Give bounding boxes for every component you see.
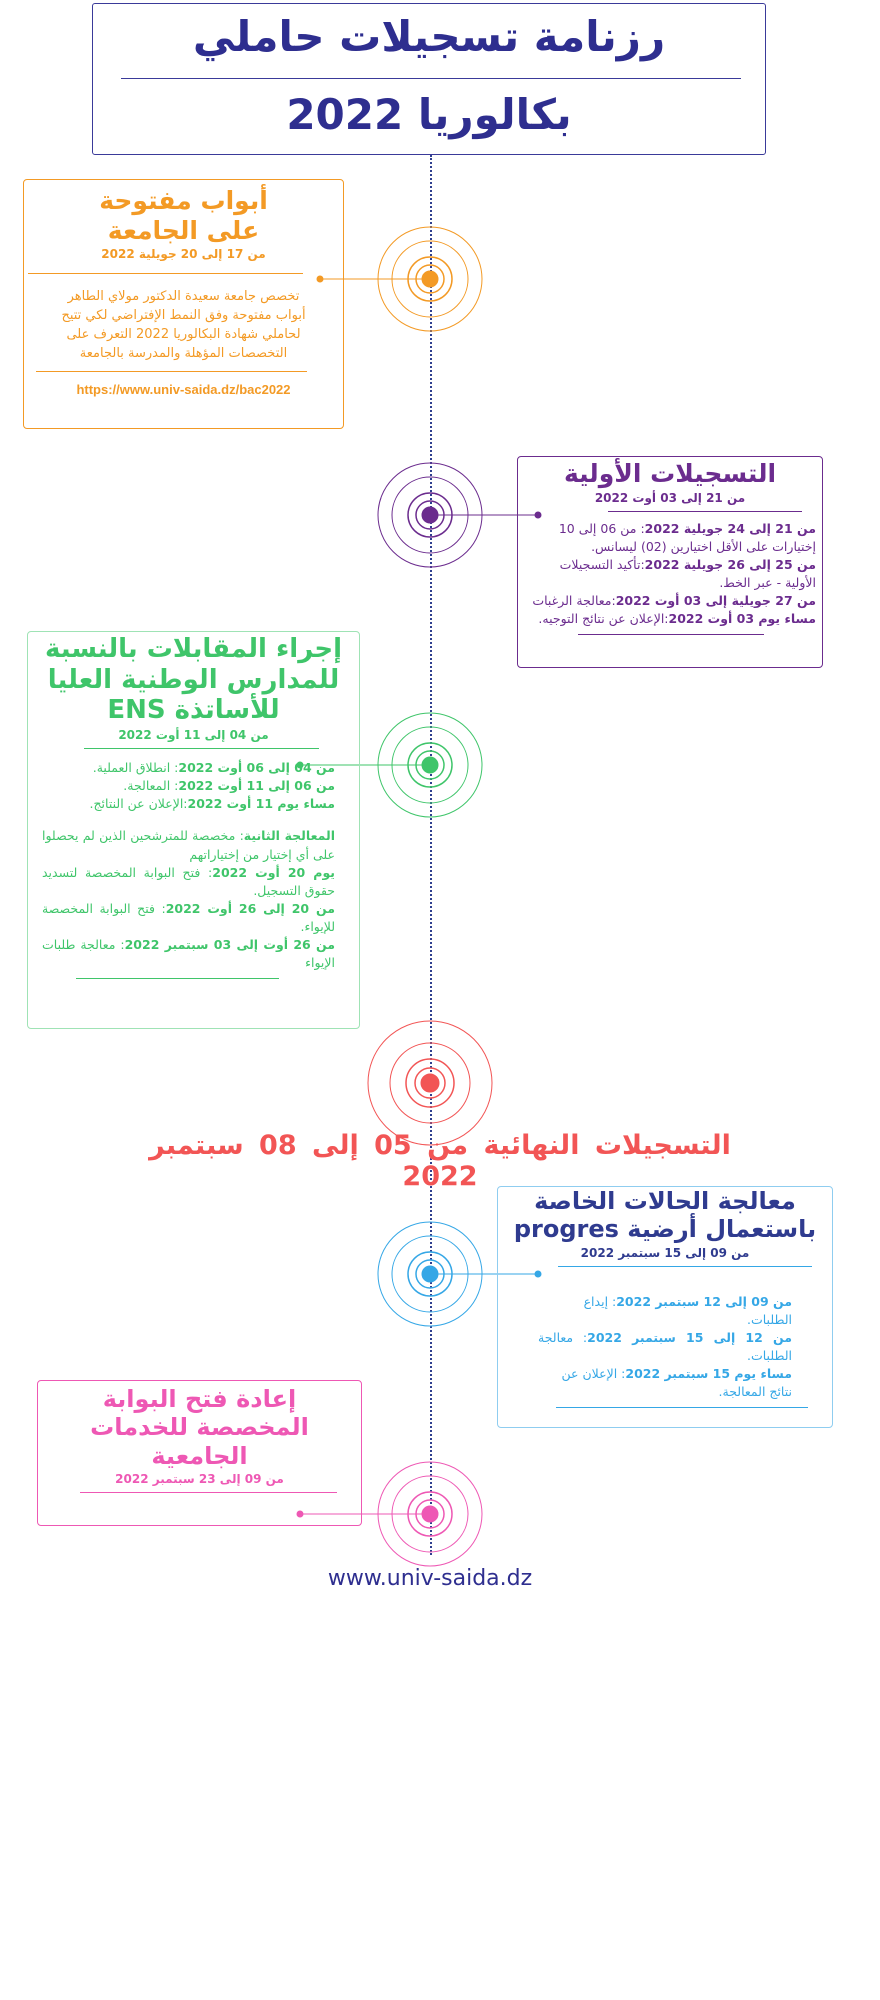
- card-divider: [28, 273, 303, 274]
- event-heading-line: باستعمال أرضية progres: [513, 1215, 817, 1244]
- event-date: من 09 إلى 23 سبتمبر 2022: [115, 1471, 284, 1486]
- step-item: من 12 إلى 15 سبتمبر 2022: معالجة الطلبات.: [538, 1329, 792, 1363]
- event-heading-line: معالجة الحالات الخاصة: [534, 1187, 796, 1215]
- timeline-node-final-registration: [368, 1021, 492, 1145]
- event-date: من 17 إلى 20 جويلية 2022: [101, 247, 266, 261]
- event-description: [24, 288, 343, 363]
- step-item: من 21 إلى 24 جويلية 2022: من 06 إلى 10 إختيارات على الأقل اختيارين (02) ليسانس.: [558, 520, 816, 554]
- event-card-interviews: [27, 631, 360, 1029]
- event-steps: [498, 1293, 832, 1402]
- step-item: من 20 إلى 26 أوت 2022: فتح البوابة المخصصة للإيواء.: [42, 900, 335, 935]
- event-heading-line: للأساتذة ENS: [107, 695, 280, 726]
- event-steps: [518, 520, 822, 629]
- step-item: مساء يوم 15 سبتمبر 2022: الإعلان عن نتائج المعالجة.: [561, 1366, 792, 1400]
- event-heading: التسجيلات الأولية: [563, 459, 777, 488]
- step-item: مساء يوم 11 أوت 2022:الإعلان عن النتائج.: [89, 796, 335, 812]
- card-divider: [558, 1266, 812, 1267]
- page-title-line2: بكالوريا 2022: [286, 90, 572, 139]
- step-item: من 27 جويلية إلى 03 أوت 2022:معالجة الرغبات: [532, 593, 816, 608]
- bac2022-link[interactable]: https://www.univ-saida.dz/bac2022: [76, 382, 291, 398]
- card-divider: [76, 978, 279, 979]
- event-date: من 21 إلى 03 أوت 2022: [594, 490, 746, 505]
- step-item: المعالجة الثانية: مخصصة للمترشحين الذين لم يحصلوا على أي إختيار من إختياراتهم: [42, 828, 335, 862]
- footer-website[interactable]: www.univ-saida.dz: [327, 1566, 533, 1591]
- card-divider: [578, 634, 764, 635]
- step-item: من 25 إلى 26 جويلية 2022:تأكيد التسجيلات الأولية - عبر الخط.: [559, 556, 816, 590]
- event-date: من 09 إلى 15 سبتمبر 2022: [580, 1245, 750, 1260]
- event-heading-line: المخصصة للخدمات: [90, 1413, 309, 1442]
- step-item: مساء يوم 03 أوت 2022:الإعلان عن نتائج التوجيه.: [538, 611, 816, 627]
- event-heading-line: إجراء المقابلات بالنسبة: [44, 634, 343, 664]
- event-heading-line: الجامعية: [151, 1441, 248, 1470]
- step-item: يوم 20 أوت 2022: فتح البوابة المخصصة لتسديد حقوق التسجيل.: [42, 864, 335, 898]
- event-card-open-days: [23, 179, 344, 429]
- event-heading-line: إعادة فتح البوابة: [102, 1385, 297, 1413]
- card-divider: [80, 1492, 337, 1493]
- step-item: من 06 إلى 11 أوت 2022: المعالجة.: [123, 778, 335, 794]
- step-item: من 04 إلى 06 أوت 2022: انطلاق العملية.: [92, 760, 335, 776]
- card-divider: [608, 511, 802, 512]
- step-item: من 26 أوت إلى 03 سبتمبر 2022: معالجة طلبات الإيواء: [42, 937, 336, 971]
- card-divider: [36, 371, 307, 372]
- card-divider: [84, 748, 319, 749]
- event-heading-line: للمدارس الوطنية العليا: [47, 664, 340, 695]
- page-title-line1: رزنامة تسجيلات حاملي: [192, 12, 666, 61]
- event-heading-line: أبواب مفتوحة: [99, 186, 268, 215]
- step-item: من 09 إلى 12 سبتمبر 2022: إيداع الطلبات.: [583, 1293, 792, 1327]
- event-date: من 04 إلى 11 أوت 2022: [118, 728, 269, 743]
- event-heading-line: على الجامعة: [107, 215, 260, 245]
- event-card-services-portal: [37, 1380, 362, 1526]
- event-card-preregistration: [517, 456, 823, 668]
- card-divider: [556, 1407, 808, 1408]
- description-line: أبواب مفتوحة وفق النمط الإفتراضي لكي تتيح: [61, 307, 306, 323]
- description-line: التخصصات المؤهلة والمدرسة بالجامعة: [79, 345, 288, 361]
- description-line: لحاملي شهادة البكالوريا 2022 التعرف على: [66, 326, 301, 342]
- event-steps: [28, 759, 359, 972]
- final-registration-heading: التسجيلات النهائية من 05 إلى 08 سبتمبر 2022: [149, 1130, 731, 1192]
- event-card-special-cases: [497, 1186, 833, 1428]
- description-line: تخصص جامعة سعيدة الدكتور مولاي الطاهر: [67, 289, 300, 304]
